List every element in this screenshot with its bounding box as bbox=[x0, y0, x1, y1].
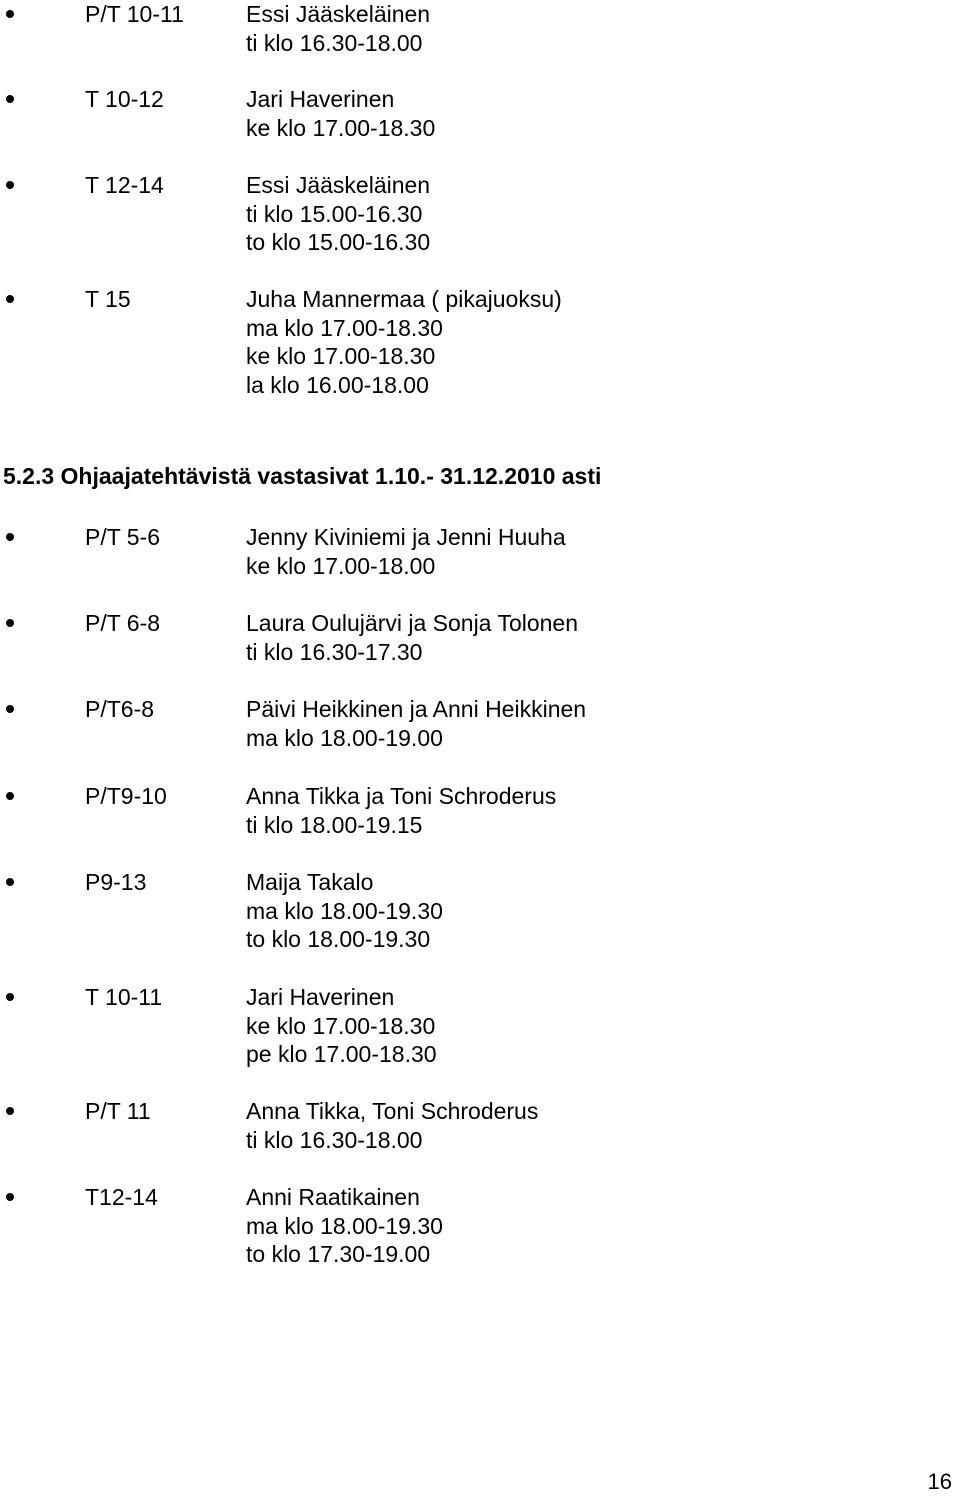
session-time: to klo 18.00-19.30 bbox=[246, 926, 431, 953]
bullet-icon bbox=[6, 619, 14, 627]
section-heading: 5.2.3 Ohjaajatehtävistä vastasivat 1.10.- 31.12.2010 asti bbox=[3, 463, 602, 489]
session-time: ti klo 16.30-17.30 bbox=[246, 638, 423, 665]
session-time: ma klo 17.00-18.30 bbox=[246, 314, 443, 341]
group-code: T 10-12 bbox=[85, 86, 164, 112]
group-details bbox=[246, 171, 430, 257]
group-details bbox=[246, 609, 578, 666]
session-time: ma klo 18.00-19.30 bbox=[246, 1212, 443, 1239]
instructor-name: Päivi Heikkinen ja Anni Heikkinen bbox=[246, 696, 587, 722]
bullet-icon bbox=[6, 10, 14, 18]
bullet-icon bbox=[6, 878, 14, 886]
instructor-name: Jari Haverinen bbox=[246, 86, 395, 112]
group-code: P/T9-10 bbox=[85, 783, 167, 809]
group-details bbox=[246, 983, 437, 1069]
instructor-name: Anna Tikka, Toni Schroderus bbox=[246, 1098, 539, 1124]
group-code: P/T6-8 bbox=[85, 696, 155, 722]
group-code: T 10-11 bbox=[85, 984, 163, 1010]
group-code: P9-13 bbox=[85, 869, 147, 895]
instructor-name: Anni Raatikainen bbox=[246, 1184, 420, 1210]
bullet-icon bbox=[6, 1107, 14, 1115]
session-time: la klo 16.00-18.00 bbox=[246, 371, 429, 398]
group-code: P/T 11 bbox=[85, 1098, 151, 1124]
group-details bbox=[246, 782, 556, 839]
instructor-name: Maija Takalo bbox=[246, 869, 374, 895]
instructor-name: Jari Haverinen bbox=[246, 984, 395, 1010]
group-details bbox=[246, 1097, 538, 1154]
session-time: to klo 17.30-19.00 bbox=[246, 1241, 431, 1268]
bullet-icon bbox=[6, 792, 14, 800]
instructor-name: Essi Jääskeläinen bbox=[246, 172, 431, 198]
session-time: to klo 15.00-16.30 bbox=[246, 229, 431, 256]
session-time: ke klo 17.00-18.30 bbox=[246, 1012, 436, 1039]
group-code: P/T 10-11 bbox=[85, 1, 184, 27]
group-code: T 15 bbox=[85, 286, 131, 312]
instructor-name: Anna Tikka ja Toni Schroderus bbox=[246, 783, 557, 809]
instructor-name: Juha Mannermaa ( pikajuoksu) bbox=[246, 286, 562, 312]
bullet-icon bbox=[6, 533, 14, 541]
group-code: P/T 6-8 bbox=[85, 610, 160, 636]
instructor-name: Essi Jääskeläinen bbox=[246, 1, 431, 27]
group-code: P/T 5-6 bbox=[85, 524, 160, 550]
bullet-icon bbox=[6, 1193, 14, 1201]
bullet-icon bbox=[6, 181, 14, 189]
session-time: ti klo 16.30-18.00 bbox=[246, 1126, 423, 1153]
bullet-icon bbox=[6, 95, 14, 103]
page-number: 16 bbox=[927, 1469, 952, 1494]
session-time: ti klo 15.00-16.30 bbox=[246, 200, 423, 227]
group-details bbox=[246, 695, 586, 752]
session-time: pe klo 17.00-18.30 bbox=[246, 1041, 437, 1068]
bullet-icon bbox=[6, 295, 14, 303]
group-details bbox=[246, 1183, 443, 1269]
session-time: ti klo 16.30-18.00 bbox=[246, 29, 423, 56]
group-details bbox=[246, 868, 443, 954]
session-time: ma klo 18.00-19.30 bbox=[246, 897, 443, 924]
instructor-name: Jenny Kiviniemi ja Jenni Huuha bbox=[246, 524, 566, 550]
group-code: T12-14 bbox=[85, 1184, 158, 1210]
session-time: ti klo 18.00-19.15 bbox=[246, 811, 423, 838]
group-details bbox=[246, 285, 562, 399]
group-details bbox=[246, 85, 435, 142]
bullet-icon bbox=[6, 705, 14, 713]
instructor-name: Laura Oulujärvi ja Sonja Tolonen bbox=[246, 610, 579, 636]
session-time: ke klo 17.00-18.30 bbox=[246, 114, 436, 141]
bullet-icon bbox=[6, 993, 14, 1001]
group-code: T 12-14 bbox=[85, 172, 164, 198]
session-time: ke klo 17.00-18.30 bbox=[246, 343, 436, 370]
group-details bbox=[246, 523, 566, 580]
session-time: ke klo 17.00-18.00 bbox=[246, 552, 436, 579]
session-time: ma klo 18.00-19.00 bbox=[246, 724, 443, 751]
group-details bbox=[246, 0, 430, 57]
